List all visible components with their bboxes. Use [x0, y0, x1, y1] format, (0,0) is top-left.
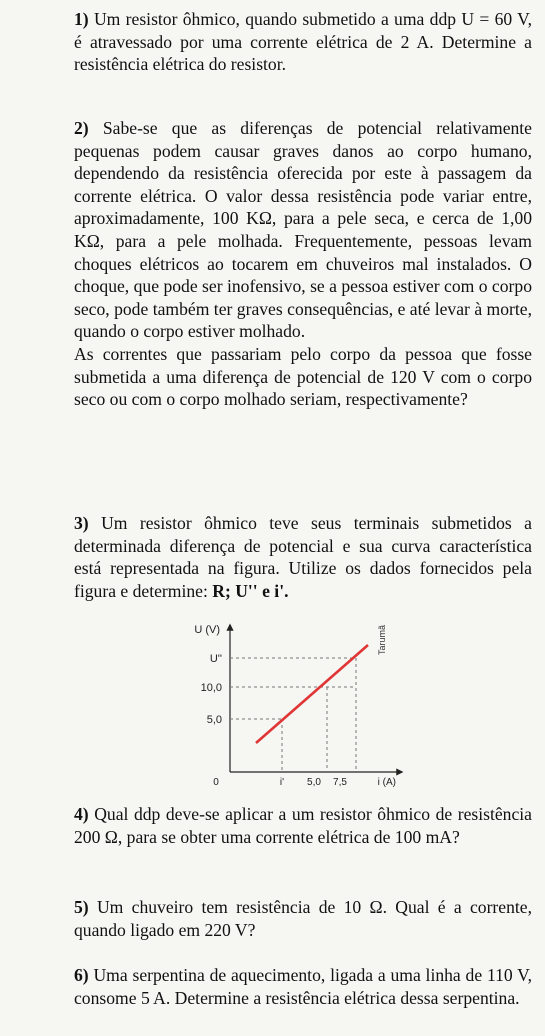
x-tick-label: 0 — [213, 777, 219, 788]
question-number: 2) — [74, 118, 89, 138]
question-3 — [74, 512, 532, 602]
question-text: As correntes que passariam pelo corpo da pessoa que fosse submetida a uma diferença de potencial de 120 V com o corpo seco ou com o corpo molhado seriam, respectivamente? — [74, 343, 532, 410]
question-4 — [74, 803, 532, 848]
x-tick-label: 5,0 — [307, 777, 321, 788]
question-number: 1) — [74, 9, 89, 29]
question-text: Qual ddp deve-se aplicar a um resistor ôhmico de resistência 200 Ω, para se obter uma corrente elétrica de 100 mA? — [74, 804, 532, 847]
question-text: Um resistor ôhmico, quando submetido a uma ddp U = 60 V, é atravessado por uma corrente elétrica de 2 A. Determine a resistência elétrica do resistor. — [74, 9, 532, 75]
question-text: Sabe-se que as diferenças de potencial relativamente pequenas podem causar graves danos ao corpo humano, dependendo da resistência oferecida por este à passagem da corrente elétrica. O valor dessa resistência pode variar entre, aproximadamente, 100 KΩ, para a pele seca, e cerca de 1,00 KΩ, para a pele molhada. Frequentemente, pessoas levam choques elétricos ao tocarem em chuveiros mal instalados. O choque, que pode ser inofensivo, se a pessoa estiver com o corpo seco, pode também ter graves consequências, e até levar à morte, quando o corpo estiver molhado. — [74, 118, 532, 342]
x-tick-label: i' — [279, 777, 285, 788]
question-number: 4) — [74, 804, 89, 824]
y-tick-label: 10,0 — [200, 682, 222, 694]
question-text: Um chuveiro tem resistência de 10 Ω. Qual é a corrente, quando ligado em 220 V? — [74, 897, 532, 940]
question-1 — [74, 8, 532, 76]
question-number: 6) — [74, 965, 89, 985]
x-axis-label: i (A) — [377, 777, 396, 788]
characteristic-line — [256, 645, 368, 743]
question-asked-values: R; U'' e i'. — [212, 580, 289, 601]
question-number: 5) — [74, 897, 89, 917]
y-tick-label: 5,0 — [206, 714, 222, 726]
x-tick-label: 7,5 — [333, 777, 347, 788]
characteristic-curve-figure — [170, 615, 410, 790]
y-axis-label: U (V) — [194, 624, 220, 636]
question-6 — [74, 964, 532, 1009]
watermark: Tarumã — [377, 624, 387, 655]
question-text: Uma serpentina de aquecimento, ligada a uma linha de 110 V, consome 5 A. Determine a resistência elétrica dessa serpentina. — [74, 965, 533, 1008]
question-2 — [74, 117, 532, 411]
question-number: 3) — [74, 513, 89, 533]
y-tick-label: U'' — [209, 653, 222, 665]
question-text: Um resistor ôhmico teve seus terminais submetidos a determinada diferença de potencial e sua curva característica está representada na figura. Utilize os dados fornecidos pela figura e determine: — [74, 513, 532, 601]
question-5 — [74, 896, 532, 941]
